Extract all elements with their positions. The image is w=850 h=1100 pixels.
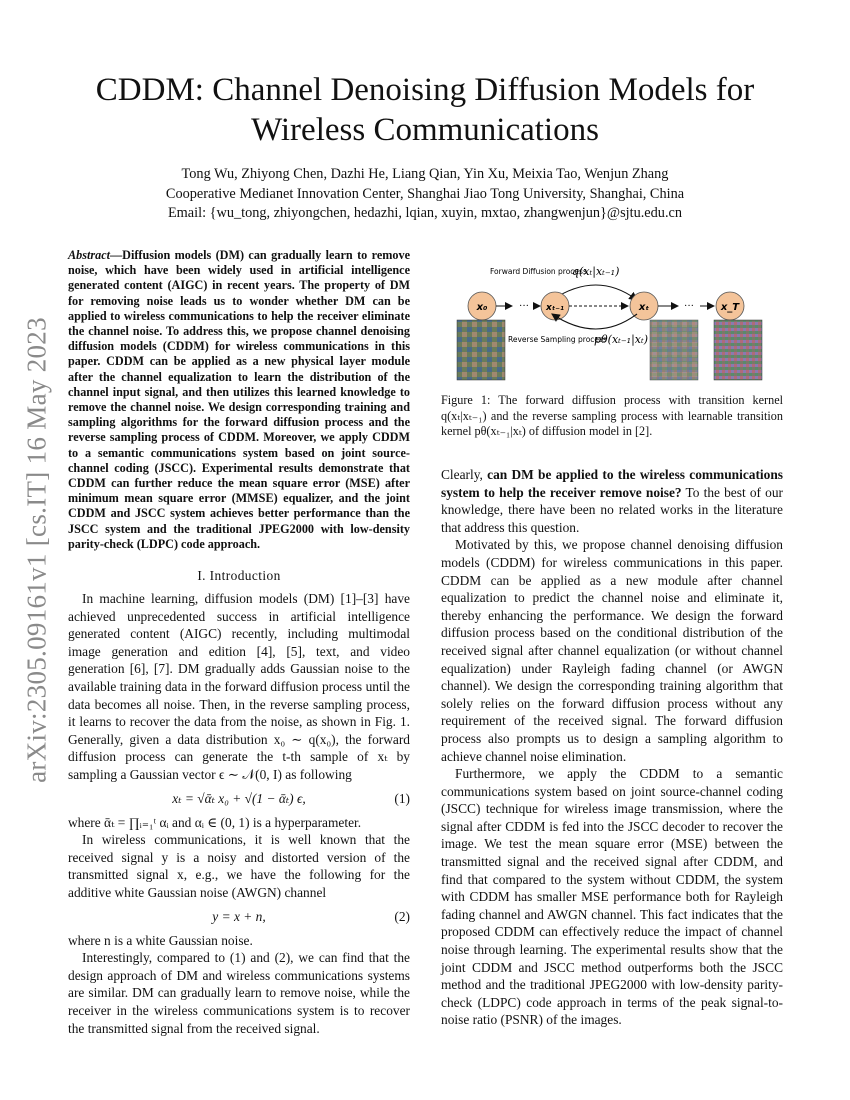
abstract [68,248,410,552]
partially-noised-overlay [650,320,698,380]
intro-paragraph-3: Interestingly, compared to (1) and (2), we can find that the design approach of DM and wireless communications systems are similar. DM can gradually learn to remove noise, while the receiver in the wireless communications system is to recover the transmitted signal from the received signal. [68,950,410,1036]
author-list: Tong Wu, Zhiyong Chen, Dazhi He, Liang Qian, Yin Xu, Meixia Tao, Wenjun Zhang [181,166,669,182]
pure-noise-thumbnail [714,320,762,380]
diffusion-diagram [452,262,782,384]
abstract-text: —Diffusion models (DM) can gradually learn to remove noise, which have been widely used in artificial intelligence generated content (AIGC) in recent years. The property of DM for removing noise leads us to wonder whether DM can be applied to wireless communications to help the receiver eliminate the channel noise. To address this, we propose channel denoising diffusion models (CDDM) for wireless communications in this paper. CDDM can be applied as a new physical layer module after the channel equalization to learn the distribution of the channel input signal, and then utilizes this learned knowledge to remove the channel noise. We design corresponding training and sampling algorithms for the forward diffusion process and the reverse sampling process of CDDM. Moreover, we apply CDDM to a semantic communications system based on joint source-channel coding (JSCC). Experimental results demonstrate that CDDM can further reduce the mean square error (MSE) after minimum mean square error (MMSE) equalizer, and the joint CDDM and JSCC system achieves better performance than the JSCC system and the traditional JPEG2000 with low-density parity-check (LDPC) code approach. [68,248,410,551]
clean-images-thumbnail [457,320,505,380]
email: Email: {wu_tong, zhiyongchen, hedazhi, lqian, xuyin, mxtao, zhangwenjun}@sjtu.edu.cn [167,205,683,221]
right-paragraph-1-lead: Clearly, [441,467,488,482]
figure-1 [452,262,782,384]
author-block [60,165,790,224]
node-x0 [468,292,496,320]
node-xt-label: xₜ [638,302,650,313]
figure-1-caption: Figure 1: The forward diffusion process with transition kernel q(xₜ|xₜ₋₁) and the reverse sampling process with learnable transition kernel pθ(xₜ₋₁|xₜ) of diffusion model in [2]. [441,393,783,439]
intro-paragraph-2b: where n is a white Gaussian noise. [68,932,253,948]
equation-1-number: (1) [394,790,410,806]
intro-paragraph-1b: where ᾱₜ = ∏ᵢ₌₁ᵗ αᵢ and αᵢ ∈ (0, 1) is a hyperparameter. [68,814,362,830]
right-column [441,466,783,1029]
equation-2-body: y = x + n, [212,908,266,924]
equation-1-body: xₜ = √ᾱₜ x₀ + √(1 − ᾱₜ) ϵ, [172,790,306,806]
arxiv-identifier: arXiv:2305.09161v1 [cs.IT] 16 May 2023 [21,317,52,783]
right-paragraph-1-rest: To the best of our knowledge, there have been no related works in the literature that address this question. [441,484,783,535]
left-column [68,248,410,1037]
intro-paragraph-2: In wireless communications, it is well known that the received signal y is a noisy and distorted version of the transmitted signal x, e.g., we have the following for the additive white Gaussian noise (AWGN) channel [68,832,410,900]
intro-paragraph-1: In machine learning, diffusion models (DM) [1]–[3] have achieved unprecedented success in artificial intelligence generated content (AIGC) recently, including multimodal image generation and edition [4], [5], text, and video generation [6], [7]. DM gradually adds Gaussian noise to the available training data in the forward diffusion process until the data becomes all noise. Then, in the reverse sampling process, it learns to recover the data from the noise, as shown in Fig. 1. Generally, given a data distribution x₀ ∼ q(x₀), the forward diffusion process can generate the t-th sample of xₜ by sampling a Gaussian vector ϵ ∼ 𝒩(0, I) as following [68,591,410,782]
reverse-kernel-label: pθ(xₜ₋₁|xₜ) [594,333,649,346]
research-question: can DM be applied to the wireless communications system to help the receiver remove noise? [441,467,783,500]
ellipsis-right: ··· [684,301,694,312]
node-x0-label: x₀ [476,302,488,313]
section-heading-introduction: I. Introduction [197,568,281,584]
equation-1 [68,788,410,810]
affiliation: Cooperative Medianet Innovation Center, Shanghai Jiao Tong University, Shanghai, China [165,185,685,202]
ellipsis-left: ··· [519,301,529,312]
equation-2-number: (2) [394,908,410,924]
forward-kernel-label: q(xₜ|xₜ₋₁) [572,265,620,278]
node-xt-minus-1-label: xₜ₋₁ [546,303,564,313]
right-paragraph-3: Furthermore, we apply the CDDM to a semantic communications system based on joint source-channel coding (JSCC) technique for wireless image transmission, where the signal after CDDM is fed into the JSCC decoder to recover the image. We test the mean square error (MSE) between the transmitted signal and the received signal after CDDM, and find that compared to the system without CDDM, the system with CDDM has smaller MSE performance both for Rayleigh fading channel and AWGN channel. This fact indicates that the proposed CDDM can effectively reduce the impact of channel noise through learning. The experimental results show that the joint CDDM and JSCC method outperforms both the JSCC method and the traditional JPEG2000 with low-density parity-check (LDPC) code approach in terms of the peak signal-to-noise ratio (PSNR) of the images. [441,766,783,1028]
node-xT [716,292,744,320]
forward-process-label: Forward Diffusion process [490,267,587,276]
paper-title: CDDM: Channel Denoising Diffusion Models for Wireless Communications [95,72,755,148]
equation-2 [68,906,410,928]
node-xT-label: x_T [720,302,740,313]
right-paragraph-2: Motivated by this, we propose channel denoising diffusion models (CDDM) for wireless communications in this paper. CDDM can be applied as a new module after channel equalization to predict the channel noise and eliminate it, thereby enhancing the performance. We design the forward diffusion process based on the conditional distribution of the received signal after channel equalization (or without channel equalization) under Rayleigh fading channel (or AWGN channel). We design the corresponding training algorithm that solely relies on the forward diffusion process without any requirement of the received signal. The forward diffusion process also prompts us to design a sampling algorithm to achieve channel noise elimination. [441,537,783,764]
right-paragraph-1 [441,466,783,536]
abstract-label: Abstract [68,248,110,262]
reverse-process-label: Reverse Sampling process [508,335,607,344]
